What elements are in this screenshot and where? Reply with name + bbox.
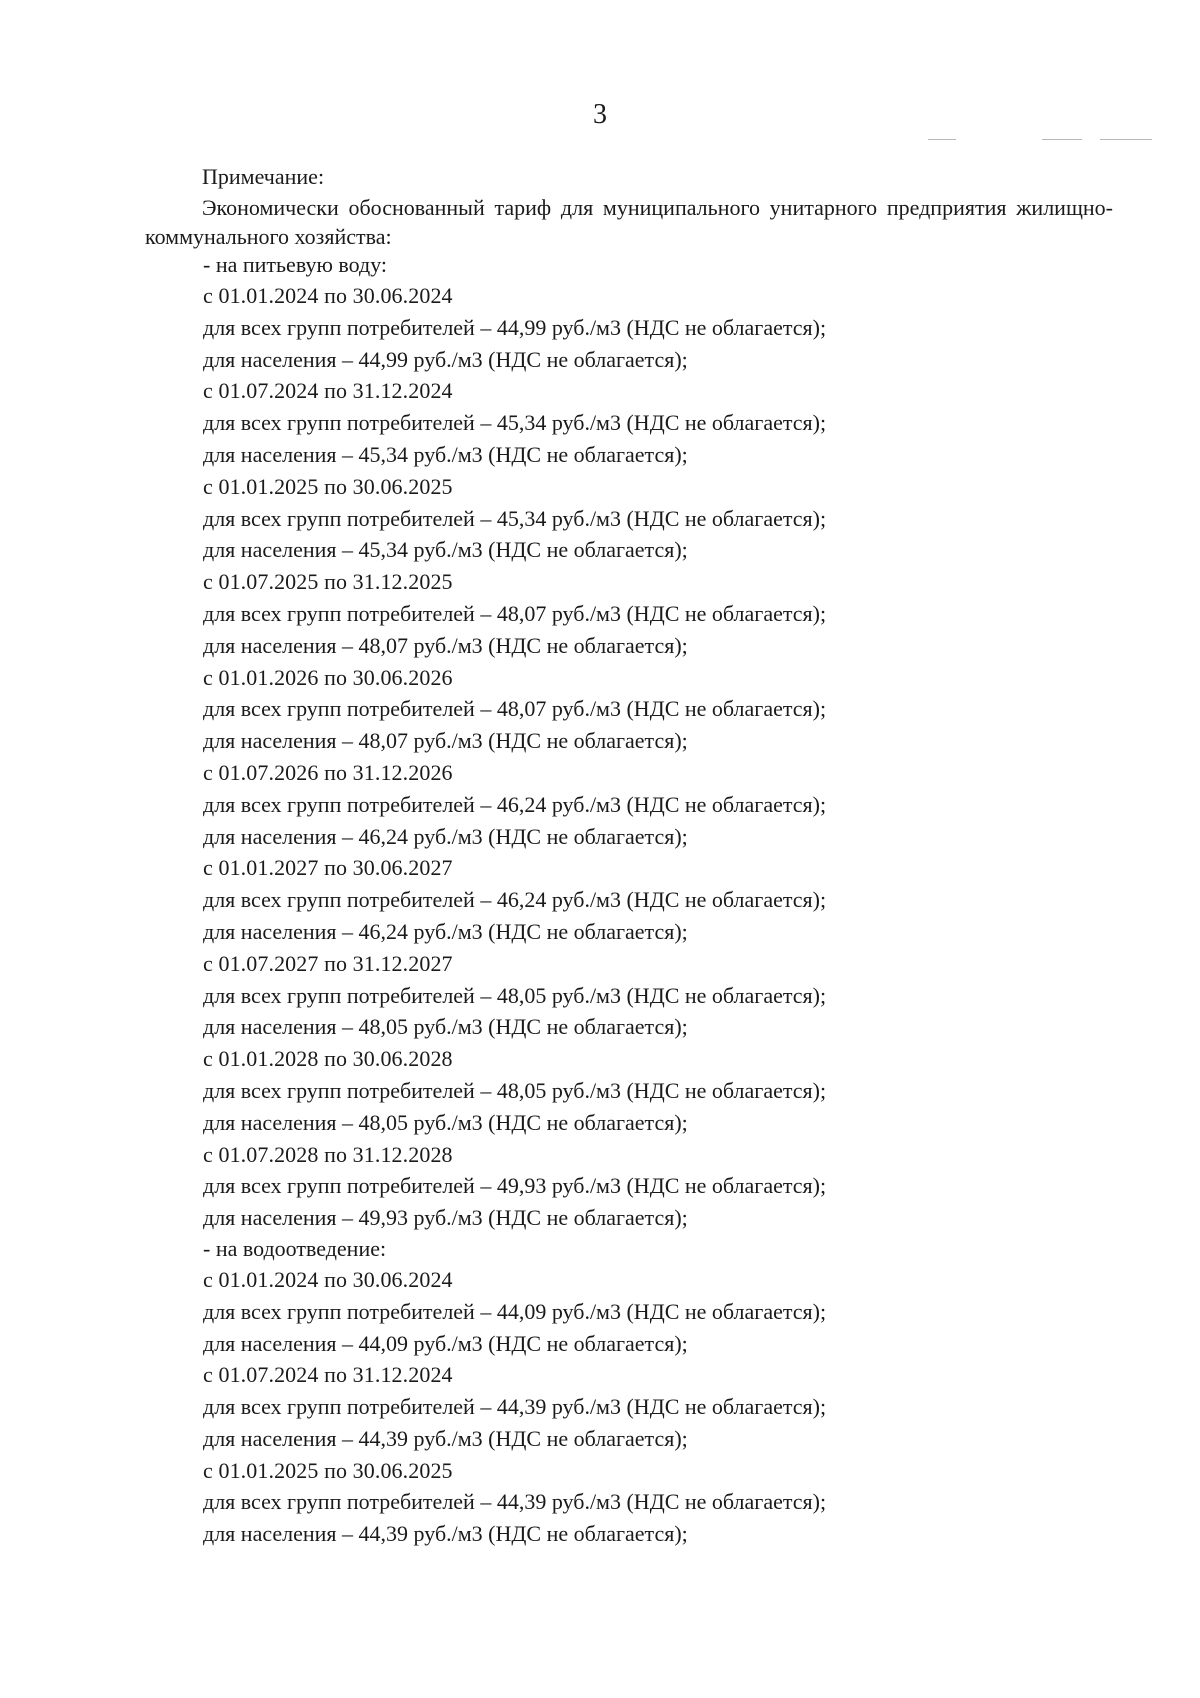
tariff-line: для всех групп потребителей – 48,07 руб./м3 (НДС не облагается); — [203, 600, 827, 626]
tariff-line: для населения – 44,09 руб./м3 (НДС не облагается); — [203, 1330, 688, 1356]
tariff-line: для населения – 44,39 руб./м3 (НДС не облагается); — [203, 1425, 688, 1451]
period-line: с 01.01.2025 по 30.06.2025 — [203, 1457, 453, 1483]
period-line: с 01.07.2026 по 31.12.2026 — [203, 759, 453, 785]
period-line: с 01.07.2024 по 31.12.2024 — [203, 378, 453, 404]
tariff-line: для населения – 46,24 руб./м3 (НДС не облагается); — [203, 918, 688, 944]
period-line: с 01.01.2025 по 30.06.2025 — [203, 473, 453, 499]
page-number: 3 — [593, 99, 607, 130]
tariff-line: для населения – 48,05 руб./м3 (НДС не облагается); — [203, 1109, 688, 1135]
period-line: с 01.01.2026 по 30.06.2026 — [203, 664, 453, 690]
tariff-line: для всех групп потребителей – 44,39 руб./м3 (НДС не облагается); — [203, 1394, 827, 1420]
period-line: с 01.07.2028 по 31.12.2028 — [203, 1141, 453, 1167]
section-heading: - на питьевую воду: — [203, 252, 388, 277]
tariff-line: для населения – 48,07 руб./м3 (НДС не облагается); — [203, 728, 688, 754]
tariff-line: для всех групп потребителей – 46,24 руб./м3 (НДС не облагается); — [203, 791, 827, 817]
tariff-line: для населения – 45,34 руб./м3 (НДС не облагается); — [203, 441, 688, 467]
scan-artifact — [1100, 139, 1152, 140]
period-line: с 01.01.2024 по 30.06.2024 — [203, 1266, 453, 1292]
tariff-line: для всех групп потребителей – 44,09 руб./м3 (НДС не облагается); — [203, 1298, 827, 1324]
tariff-line: для населения – 44,39 руб./м3 (НДС не облагается); — [203, 1521, 688, 1547]
tariff-line: для населения – 46,24 руб./м3 (НДС не облагается); — [203, 823, 688, 849]
tariff-line: для населения – 49,93 руб./м3 (НДС не облагается); — [203, 1205, 688, 1231]
note-title: Примечание: — [202, 164, 325, 189]
tariff-list — [203, 250, 826, 1550]
scan-artifact — [1042, 139, 1082, 140]
tariff-line: для всех групп потребителей – 44,99 руб./м3 (НДС не облагается); — [203, 314, 827, 340]
tariff-line: для населения – 48,07 руб./м3 (НДС не облагается); — [203, 632, 688, 658]
tariff-line: для всех групп потребителей – 49,93 руб./м3 (НДС не облагается); — [203, 1173, 827, 1199]
tariff-line: для всех групп потребителей – 45,34 руб./м3 (НДС не облагается); — [203, 410, 827, 436]
period-line: с 01.07.2024 по 31.12.2024 — [203, 1362, 453, 1388]
tariff-line: для населения – 45,34 руб./м3 (НДС не облагается); — [203, 537, 688, 563]
tariff-line: для населения – 48,05 руб./м3 (НДС не облагается); — [203, 1014, 688, 1040]
tariff-line: для всех групп потребителей – 48,07 руб./м3 (НДС не облагается); — [203, 696, 827, 722]
period-line: с 01.07.2027 по 31.12.2027 — [203, 950, 453, 976]
period-line: с 01.01.2028 по 30.06.2028 — [203, 1046, 453, 1072]
tariff-line: для всех групп потребителей – 46,24 руб./м3 (НДС не облагается); — [203, 887, 827, 913]
tariff-line: для всех групп потребителей – 48,05 руб./м3 (НДС не облагается); — [203, 982, 827, 1008]
tariff-line: для всех групп потребителей – 48,05 руб./м3 (НДС не облагается); — [203, 1077, 827, 1103]
scan-artifact — [928, 139, 956, 140]
tariff-line: для всех групп потребителей – 45,34 руб./м3 (НДС не облагается); — [203, 505, 827, 531]
period-line: с 01.01.2024 по 30.06.2024 — [203, 283, 453, 308]
tariff-line: для населения – 44,99 руб./м3 (НДС не облагается); — [203, 346, 688, 372]
section-heading: - на водоотведение: — [203, 1235, 387, 1261]
period-line: с 01.07.2025 по 31.12.2025 — [203, 569, 453, 595]
intro-paragraph: Экономически обоснованный тариф для муниципального унитарного предприятия жилищно-коммунального хозяйства: — [145, 195, 1113, 249]
tariff-line: для всех групп потребителей – 44,39 руб./м3 (НДС не облагается); — [203, 1489, 827, 1515]
period-line: с 01.01.2027 по 30.06.2027 — [203, 855, 453, 881]
